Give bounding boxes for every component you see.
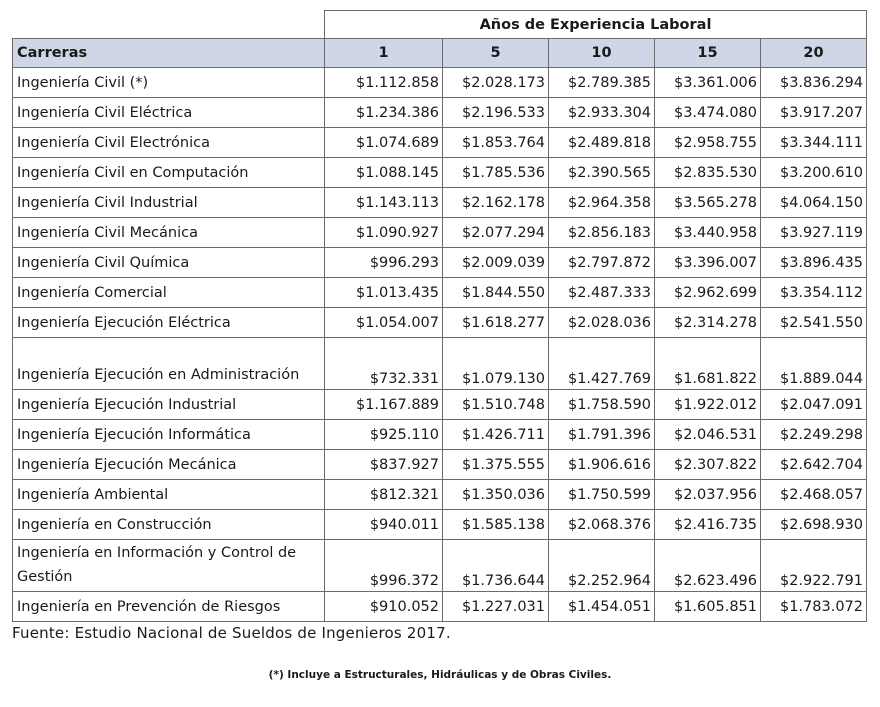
salary-cell-year-20: $2.541.550 [761, 308, 867, 338]
salary-cell-year-15: $2.046.531 [655, 420, 761, 450]
salary-cell-year-5: $2.162.178 [443, 188, 549, 218]
salary-cell-year-5: $1.618.277 [443, 308, 549, 338]
salary-cell-year-15: $1.605.851 [655, 592, 761, 622]
group-header-row [13, 11, 867, 39]
salary-cell-year-15: $1.922.012 [655, 390, 761, 420]
salary-cell-year-10: $2.789.385 [549, 68, 655, 98]
career-name-cell: Ingeniería Ejecución Mecánica [13, 450, 325, 480]
salary-cell-year-1: $996.293 [325, 248, 443, 278]
salary-cell-year-15: $2.307.822 [655, 450, 761, 480]
salary-cell-year-15: $2.314.278 [655, 308, 761, 338]
career-name-cell: Ingeniería en Información y Control de Gestión [13, 540, 325, 592]
salary-cell-year-20: $3.836.294 [761, 68, 867, 98]
year-header-1: 1 [325, 39, 443, 68]
salary-cell-year-5: $1.350.036 [443, 480, 549, 510]
table-row [13, 338, 867, 390]
salary-cell-year-20: $3.927.119 [761, 218, 867, 248]
salary-cell-year-10: $1.791.396 [549, 420, 655, 450]
salary-cell-year-10: $2.487.333 [549, 278, 655, 308]
table-row [13, 98, 867, 128]
salary-cell-year-1: $1.054.007 [325, 308, 443, 338]
salary-cell-year-5: $1.510.748 [443, 390, 549, 420]
salary-cell-year-1: $1.167.889 [325, 390, 443, 420]
salary-cell-year-5: $1.079.130 [443, 338, 549, 390]
salary-cell-year-15: $3.474.080 [655, 98, 761, 128]
table-row [13, 308, 867, 338]
salary-cell-year-1: $940.011 [325, 510, 443, 540]
table-row [13, 480, 867, 510]
table-row [13, 158, 867, 188]
table-row [13, 278, 867, 308]
salary-cell-year-1: $1.234.386 [325, 98, 443, 128]
salary-cell-year-1: $837.927 [325, 450, 443, 480]
career-name-cell: Ingeniería Civil (*) [13, 68, 325, 98]
salary-cell-year-1: $925.110 [325, 420, 443, 450]
salary-cell-year-10: $2.856.183 [549, 218, 655, 248]
salary-cell-year-15: $3.361.006 [655, 68, 761, 98]
table-row [13, 68, 867, 98]
salary-cell-year-10: $2.933.304 [549, 98, 655, 128]
salary-cell-year-20: $2.922.791 [761, 540, 867, 592]
career-name-cell: Ingeniería Ejecución Informática [13, 420, 325, 450]
salary-cell-year-10: $2.797.872 [549, 248, 655, 278]
salary-cell-year-20: $3.917.207 [761, 98, 867, 128]
year-header-20: 20 [761, 39, 867, 68]
career-name-cell: Ingeniería Ejecución Industrial [13, 390, 325, 420]
year-header-10: 10 [549, 39, 655, 68]
salary-cell-year-1: $732.331 [325, 338, 443, 390]
career-name-cell: Ingeniería Ambiental [13, 480, 325, 510]
salary-cell-year-5: $1.844.550 [443, 278, 549, 308]
blank-corner-cell [13, 11, 325, 39]
salary-cell-year-1: $1.013.435 [325, 278, 443, 308]
salary-cell-year-5: $1.736.644 [443, 540, 549, 592]
table-row [13, 390, 867, 420]
salary-cell-year-20: $2.249.298 [761, 420, 867, 450]
salary-cell-year-1: $1.090.927 [325, 218, 443, 248]
salary-cell-year-15: $2.958.755 [655, 128, 761, 158]
salary-cell-year-1: $910.052 [325, 592, 443, 622]
career-name-cell: Ingeniería Comercial [13, 278, 325, 308]
salary-cell-year-10: $1.427.769 [549, 338, 655, 390]
salary-cell-year-1: $812.321 [325, 480, 443, 510]
career-name-cell: Ingeniería Civil Electrónica [13, 128, 325, 158]
salary-cell-year-20: $3.896.435 [761, 248, 867, 278]
salary-cell-year-15: $3.440.958 [655, 218, 761, 248]
salary-cell-year-1: $1.074.689 [325, 128, 443, 158]
salary-cell-year-5: $1.585.138 [443, 510, 549, 540]
career-name-cell: Ingeniería en Construcción [13, 510, 325, 540]
salary-cell-year-5: $1.785.536 [443, 158, 549, 188]
table-row [13, 420, 867, 450]
salary-cell-year-20: $2.468.057 [761, 480, 867, 510]
career-name-cell: Ingeniería Ejecución en Administración [13, 338, 325, 390]
salary-cell-year-10: $1.906.616 [549, 450, 655, 480]
salary-cell-year-10: $1.750.599 [549, 480, 655, 510]
salary-cell-year-1: $1.143.113 [325, 188, 443, 218]
experience-group-header: Años de Experiencia Laboral [325, 11, 867, 39]
salary-cell-year-1: $1.088.145 [325, 158, 443, 188]
column-header-row [13, 39, 867, 68]
year-header-15: 15 [655, 39, 761, 68]
salary-cell-year-15: $2.835.530 [655, 158, 761, 188]
salary-cell-year-15: $3.565.278 [655, 188, 761, 218]
salary-table-body [13, 11, 867, 622]
salary-cell-year-20: $4.064.150 [761, 188, 867, 218]
table-row [13, 218, 867, 248]
salary-cell-year-15: $2.416.735 [655, 510, 761, 540]
table-row [13, 510, 867, 540]
salary-cell-year-5: $2.009.039 [443, 248, 549, 278]
salary-cell-year-20: $3.200.610 [761, 158, 867, 188]
salary-table [12, 10, 867, 622]
salary-cell-year-15: $2.962.699 [655, 278, 761, 308]
table-row [13, 592, 867, 622]
year-header-5: 5 [443, 39, 549, 68]
source-caption: Fuente: Estudio Nacional de Sueldos de Ingenieros 2017. [12, 624, 451, 642]
salary-cell-year-20: $3.354.112 [761, 278, 867, 308]
salary-cell-year-10: $2.028.036 [549, 308, 655, 338]
career-name-cell: Ingeniería Civil Mecánica [13, 218, 325, 248]
salary-cell-year-20: $2.047.091 [761, 390, 867, 420]
salary-cell-year-10: $2.964.358 [549, 188, 655, 218]
salary-cell-year-10: $2.489.818 [549, 128, 655, 158]
salary-cell-year-20: $3.344.111 [761, 128, 867, 158]
careers-column-header: Carreras [13, 39, 325, 68]
salary-cell-year-1: $996.372 [325, 540, 443, 592]
salary-cell-year-10: $1.758.590 [549, 390, 655, 420]
table-row [13, 540, 867, 592]
salary-cell-year-10: $1.454.051 [549, 592, 655, 622]
salary-cell-year-5: $1.375.555 [443, 450, 549, 480]
salary-cell-year-1: $1.112.858 [325, 68, 443, 98]
salary-cell-year-10: $2.252.964 [549, 540, 655, 592]
table-row [13, 248, 867, 278]
salary-cell-year-20: $2.642.704 [761, 450, 867, 480]
footnote: (*) Incluye a Estructurales, Hidráulicas y de Obras Civiles. [268, 669, 612, 681]
salary-cell-year-5: $2.077.294 [443, 218, 549, 248]
salary-cell-year-15: $2.037.956 [655, 480, 761, 510]
career-name-cell: Ingeniería Ejecución Eléctrica [13, 308, 325, 338]
salary-cell-year-10: $2.390.565 [549, 158, 655, 188]
salary-cell-year-5: $2.196.533 [443, 98, 549, 128]
career-name-cell: Ingeniería Civil en Computación [13, 158, 325, 188]
salary-cell-year-5: $1.426.711 [443, 420, 549, 450]
salary-cell-year-15: $1.681.822 [655, 338, 761, 390]
salary-cell-year-5: $2.028.173 [443, 68, 549, 98]
salary-cell-year-15: $2.623.496 [655, 540, 761, 592]
table-row [13, 450, 867, 480]
table-row [13, 128, 867, 158]
salary-cell-year-5: $1.227.031 [443, 592, 549, 622]
salary-cell-year-10: $2.068.376 [549, 510, 655, 540]
career-name-cell: Ingeniería en Prevención de Riesgos [13, 592, 325, 622]
career-name-cell: Ingeniería Civil Eléctrica [13, 98, 325, 128]
career-name-cell: Ingeniería Civil Química [13, 248, 325, 278]
career-name-cell: Ingeniería Civil Industrial [13, 188, 325, 218]
salary-cell-year-20: $1.889.044 [761, 338, 867, 390]
salary-cell-year-20: $2.698.930 [761, 510, 867, 540]
salary-cell-year-20: $1.783.072 [761, 592, 867, 622]
salary-cell-year-15: $3.396.007 [655, 248, 761, 278]
table-row [13, 188, 867, 218]
salary-cell-year-5: $1.853.764 [443, 128, 549, 158]
